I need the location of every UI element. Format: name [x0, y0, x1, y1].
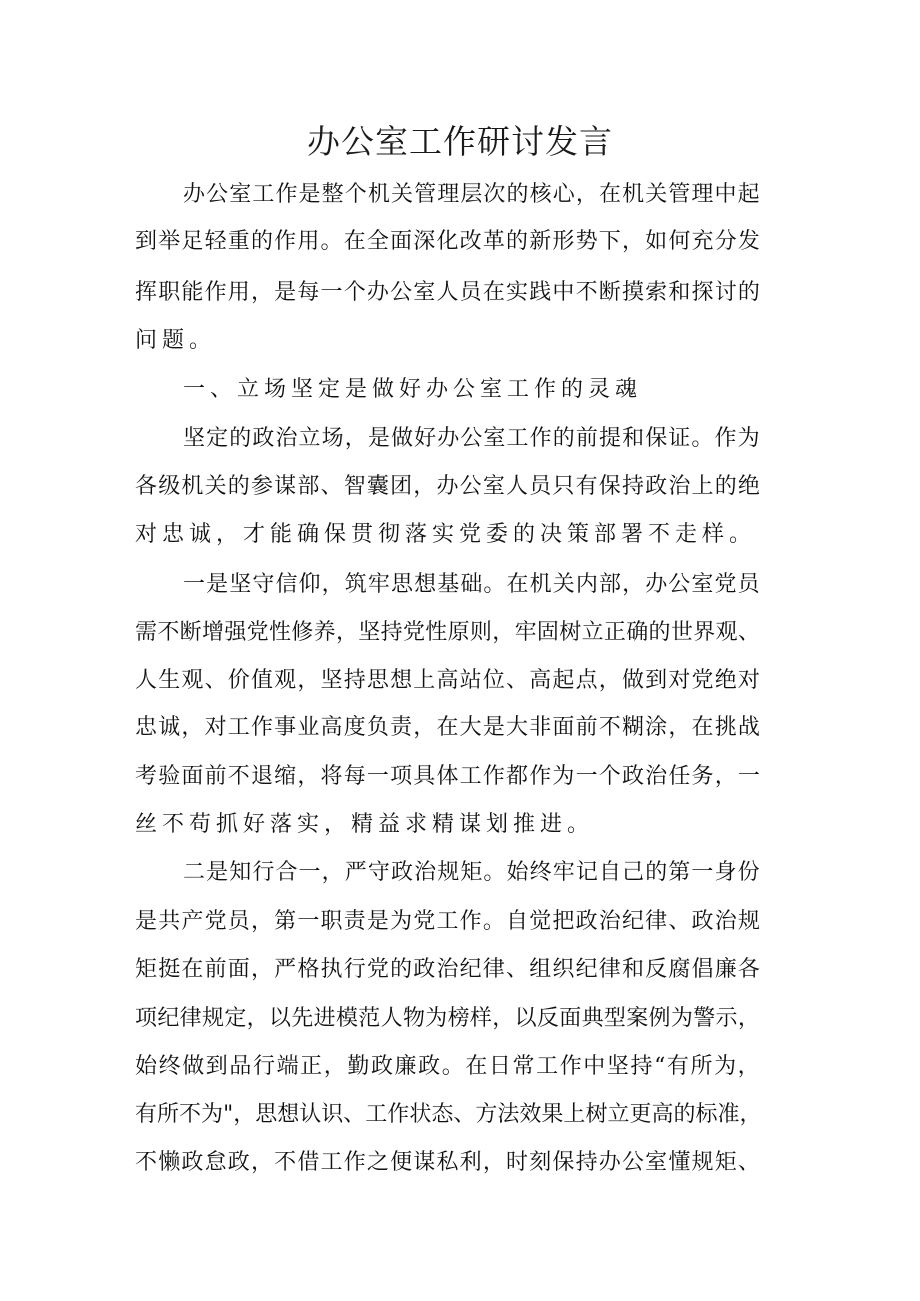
paragraph-line: 丝不苟抓好落实，精益求精谋划推进。	[135, 812, 595, 837]
paragraph-line: 需 不 断 增 强 党 性 修 养 ， 坚 持 党 性 原 则 ， 牢 固 树 立 正 确 的 世 界 观 、	[135, 620, 760, 645]
paragraph-line: 考 验 面 前 不 退 缩 ， 将 每 一 项 具 体 工 作 都 作 为 一 个 政 治 任 务 ， 一	[135, 764, 760, 789]
paragraph-line: 有 所 不 为 " ， 思 想 认 识 、 工 作 状 态 、 方 法 效 果 上 树 立 更 高 的 标 准 ，	[135, 1102, 762, 1127]
paragraph-line: 一 是 坚 守 信 仰 ， 筑 牢 思 想 基 础 。 在 机 关 内 部 ， 办 公 室 党 员	[183, 572, 760, 597]
paragraph-line: 办 公 室 工 作 是 整 个 机 关 管 理 层 次 的 核 心 ， 在 机 关 管 理 中 起	[183, 182, 760, 207]
paragraph-line: 对忠诚，才能确保贯彻落实党委的决策部署不走样。	[135, 522, 757, 547]
paragraph-line: 二 是 知 行 合 一 ， 严 守 政 治 规 矩 。 始 终 牢 记 自 己 的 第 一 身 份	[183, 860, 760, 885]
paragraph-line: 不 懒 政 怠 政 ， 不 借 工 作 之 便 谋 私 利 ， 时 刻 保 持 办 公 室 懂 规 矩 、	[135, 1150, 760, 1175]
paragraph-line: 到 举 足 轻 重 的 作 用 。 在 全 面 深 化 改 革 的 新 形 势 下 ， 如 何 充 分 发	[135, 229, 760, 254]
paragraph-line: 人 生 观 、 价 值 观 ， 坚 持 思 想 上 高 站 位 、 高 起 点 ， 做 到 对 党 绝 对	[135, 668, 760, 693]
paragraph-line: 矩 挺 在 前 面 ， 严 格 执 行 党 的 政 治 纪 律 、 组 织 纪 律 和 反 腐 倡 廉 各	[135, 957, 760, 982]
paragraph-line: 始 终 做 到 品 行 端 正 ， 勤 政 廉 政 。 在 日 常 工 作 中 坚 持 “ 有 所 为 ，	[135, 1054, 760, 1079]
section-heading: 一、立场坚定是做好办公室工作的灵魂	[183, 377, 643, 402]
paragraph-line: 挥 职 能 作 用 ， 是 每 一 个 办 公 室 人 员 在 实 践 中 不 断 摸 索 和 探 讨 的	[135, 280, 760, 305]
paragraph-line: 项 纪 律 规 定 ， 以 先 进 模 范 人 物 为 榜 样 ， 以 反 面 典 型 案 例 为 警 示 ，	[135, 1006, 760, 1031]
document-title: 办公室工作研讨发言	[307, 122, 613, 161]
paragraph-line: 坚 定 的 政 治 立 场 ， 是 做 好 办 公 室 工 作 的 前 提 和 保 证 。 作 为	[183, 426, 760, 451]
paragraph-line: 问题。	[135, 328, 217, 353]
paragraph-line: 各 级 机 关 的 参 谋 部 、 智 囊 团 ， 办 公 室 人 员 只 有 保 持 政 治 上 的 绝	[135, 474, 760, 499]
paragraph-line: 忠 诚 ， 对 工 作 事 业 高 度 负 责 ， 在 大 是 大 非 面 前 不 糊 涂 ， 在 挑 战	[135, 715, 760, 740]
paragraph-line: 是 共 产 党 员 ， 第 一 职 责 是 为 党 工 作 。 自 觉 把 政 治 纪 律 、 政 治 规	[135, 909, 760, 934]
